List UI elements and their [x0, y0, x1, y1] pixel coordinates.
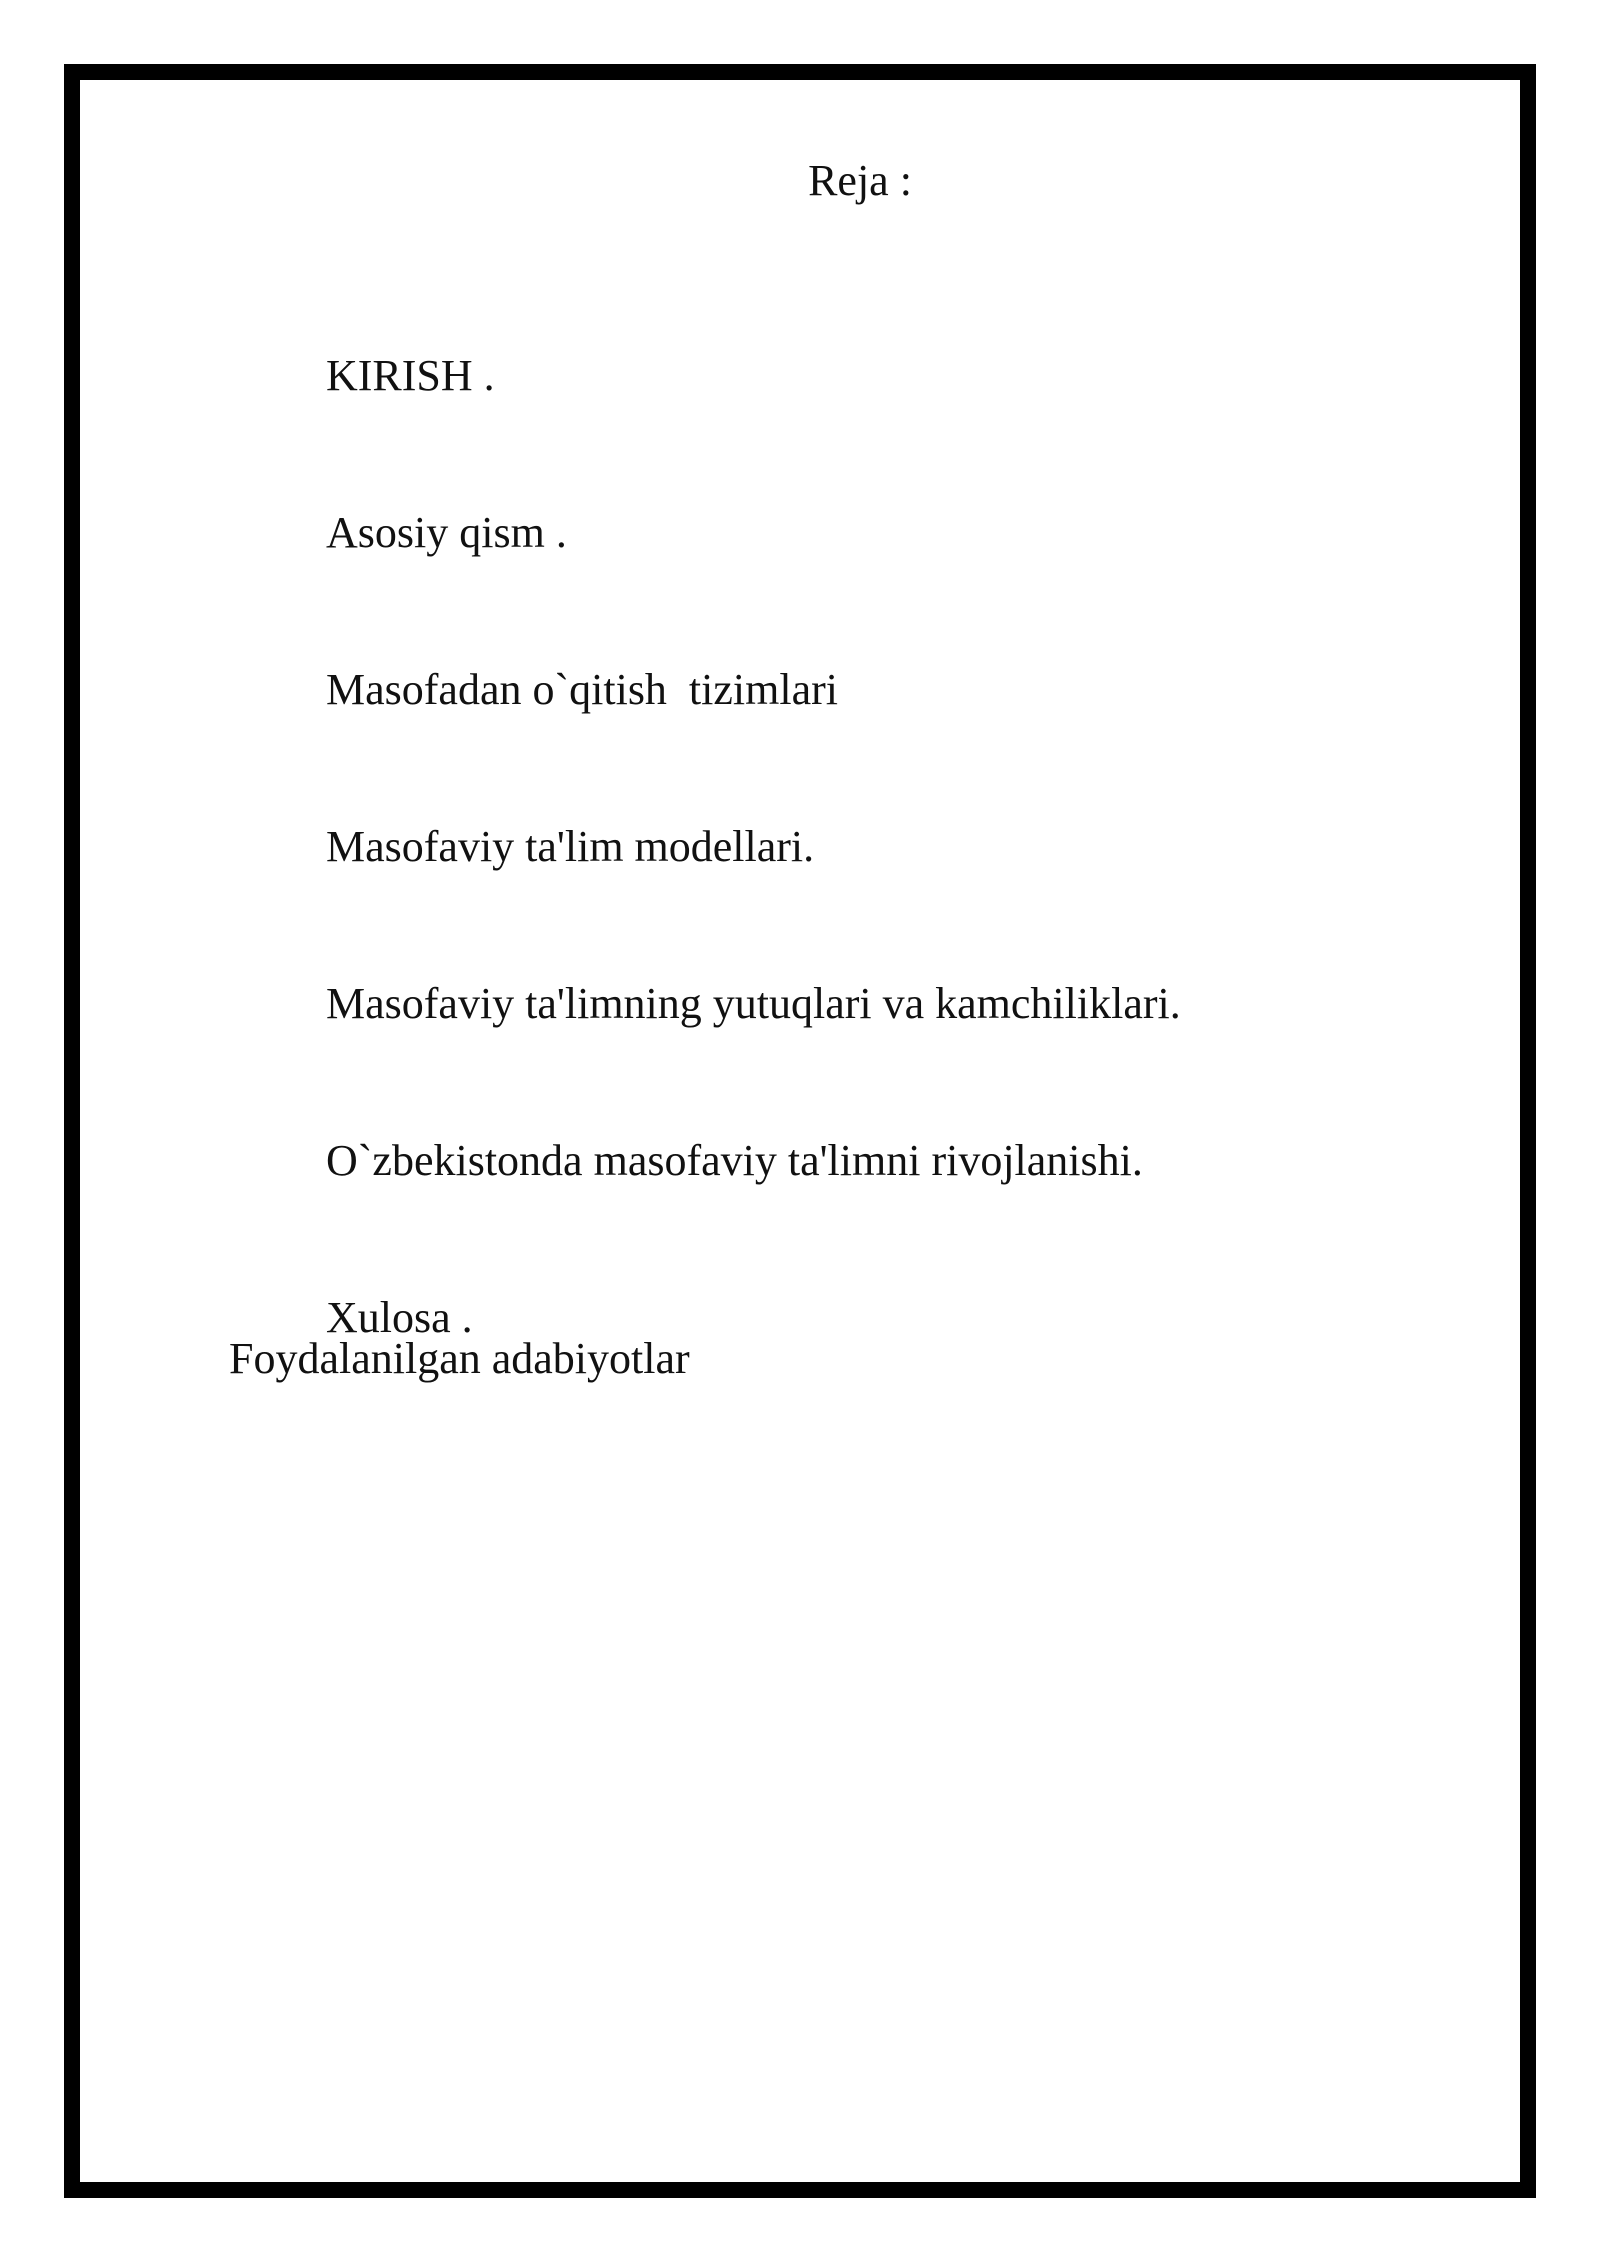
item-text: Xulosa .	[326, 1293, 473, 1342]
page-border	[64, 64, 1536, 2198]
plan-subitem	[0, 859, 1181, 1028]
plan-subitem	[0, 702, 815, 871]
item-text: Masofaviy ta'limning yutuqlari va kamchiliklari.	[326, 979, 1181, 1028]
page-title: Reja :	[808, 156, 912, 205]
item-text: Masofadan o`qitish tizimlari	[326, 665, 838, 714]
references-label: Foydalanilgan adabiyotlar	[229, 1334, 690, 1383]
plan-subitem	[0, 1016, 1143, 1185]
plan-item	[0, 231, 495, 400]
item-text: KIRISH .	[326, 351, 495, 400]
plan-item	[0, 1173, 473, 1342]
item-text: Masofaviy ta'lim modellari.	[326, 822, 815, 871]
plan-subitem	[0, 545, 838, 714]
item-text: O`zbekistonda masofaviy ta'limni rivojlanishi.	[326, 1136, 1143, 1185]
item-text: Asosiy qism .	[326, 508, 567, 557]
plan-item	[0, 388, 567, 557]
